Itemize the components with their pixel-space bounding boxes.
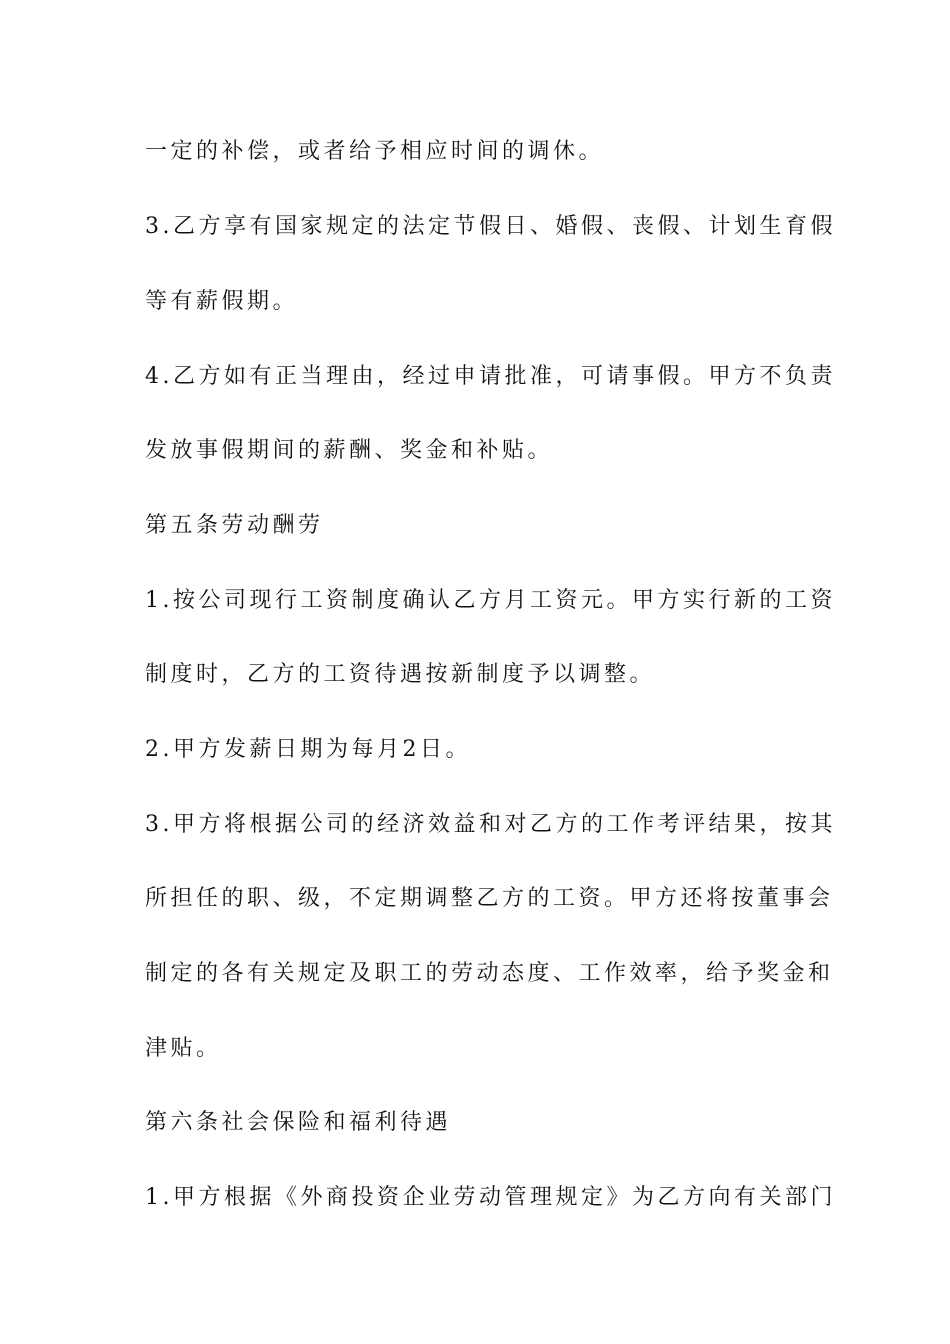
text-line: 3.乙方享有国家规定的法定节假日、婚假、丧假、计划生育假	[145, 214, 836, 239]
text-line: 所担任的职、级，不定期调整乙方的工资。甲方还将按董事会	[145, 886, 834, 911]
text-line: 等有薪假期。	[145, 289, 299, 314]
text-line: 1.按公司现行工资制度确认乙方月工资元。甲方实行新的工资	[145, 588, 836, 613]
section-heading: 第五条劳动酬劳	[145, 513, 324, 538]
section-heading: 第六条社会保险和福利待遇	[145, 1110, 452, 1135]
text-line: 制度时，乙方的工资待遇按新制度予以调整。	[145, 662, 656, 687]
text-line: 4.乙方如有正当理由，经过申请批准，可请事假。甲方不负责	[145, 364, 836, 389]
text-line: 1.甲方根据《外商投资企业劳动管理规定》为乙方向有关部门	[145, 1185, 836, 1210]
text-line: 2.甲方发薪日期为每月2日。	[145, 737, 471, 762]
text-line: 一定的补偿，或者给予相应时间的调休。	[145, 139, 605, 164]
text-line: 制定的各有关规定及职工的劳动态度、工作效率，给予奖金和	[145, 961, 834, 986]
text-line: 发放事假期间的薪酬、奖金和补贴。	[145, 438, 554, 463]
text-line: 3.甲方将根据公司的经济效益和对乙方的工作考评结果，按其	[145, 812, 836, 837]
text-line: 津贴。	[145, 1036, 222, 1061]
